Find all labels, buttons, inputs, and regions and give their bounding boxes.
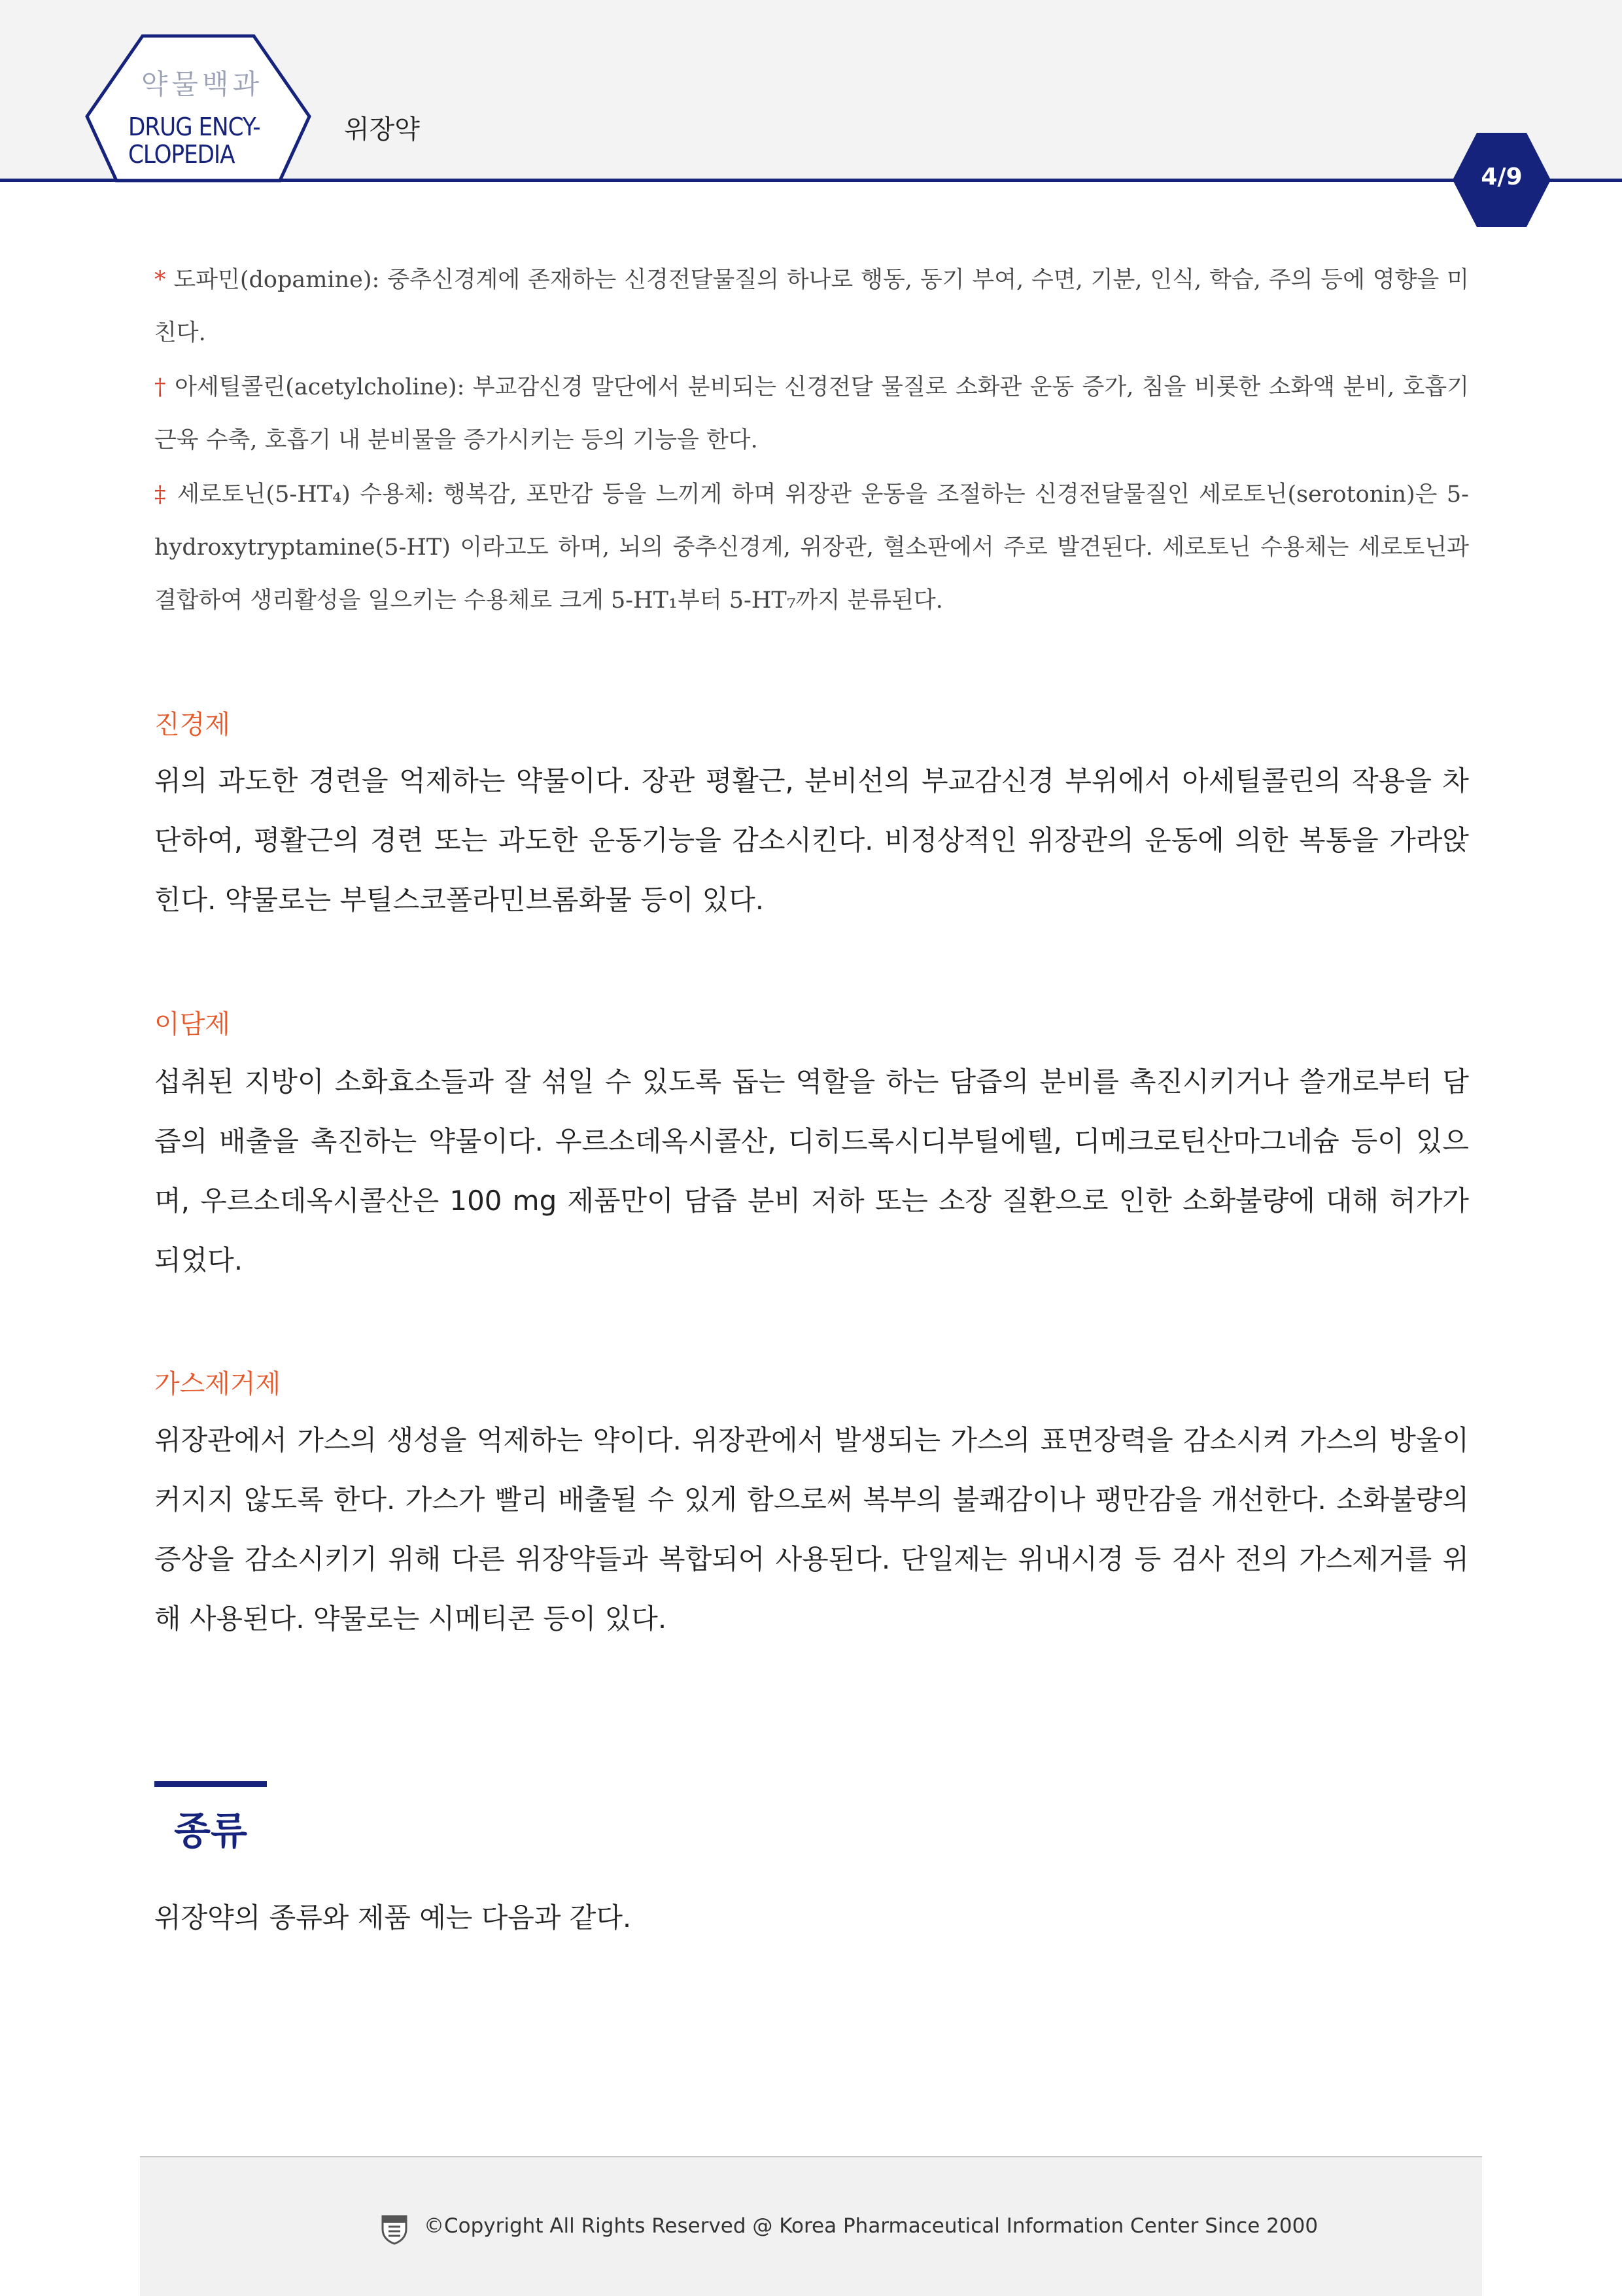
footnote-text: 세로토닌(5-HT₄) 수용체: 행복감, 포만감 등을 느끼게 하며 위장관 운동을 조절하는 신경전달물질인 세로토닌(serotonin)은 5-hydroxytryptamine(5-HT) 이라고도 하며, 뇌의 중추신경계, 위장관, 혈소판에서 주로 발견된다. 세로토닌 수용체는 세로토닌과 결합하여 생리활성을 일으키는 수용체로 크게 5-HT₁부터 5-HT₇까지 분류된다.	[154, 481, 1470, 614]
logo-korean: 약물백과	[141, 68, 264, 100]
footnote-text: 아세틸콜린(acetylcholine): 부교감신경 말단에서 분비되는 신경전달 물질로 소화관 운동 증가, 침을 비롯한 소화액 분비, 호흡기 근육 수축, 호흡기 내 분비물을 증가시키는 등의 기능을 한다.	[154, 374, 1470, 453]
footnote-mark: ‡	[154, 481, 168, 508]
shield-logo-icon	[379, 2214, 409, 2245]
heading-intro: 위장약의 종류와 제품 예는 다음과 같다.	[154, 1902, 632, 1934]
section-title-antiflatulent: 가스제거제	[154, 1369, 281, 1399]
footer-copyright: ©Copyright All Rights Reserved @ Korea Pharmaceutical Information Center Since 2000	[424, 2214, 1319, 2238]
logo-english-line1: DRUG ENCY-	[128, 113, 260, 141]
footnote-serotonin	[154, 468, 1469, 627]
footnote-acetylcholine	[154, 361, 1469, 467]
section-body-antispasmodic: 위의 과도한 경련을 억제하는 약물이다. 장관 평활근, 분비선의 부교감신경 부위에서 아세틸콜린의 작용을 차단하여, 평활근의 경련 또는 과도한 운동기능을 감소시킨다. 비정상적인 위장관의 운동에 의한 복통을 가라앉힌다. 약물로는 부틸스코폴라민브롬화물 등이 있다.	[154, 765, 1469, 916]
section-title-choleretic: 이담제	[154, 1009, 230, 1039]
footnote-text: 도파민(dopamine): 중추신경계에 존재하는 신경전달물질의 하나로 행동, 동기 부여, 수면, 기분, 인식, 학습, 주의 등에 영향을 미친다.	[154, 267, 1469, 346]
section-body-antiflatulent: 위장관에서 가스의 생성을 억제하는 약이다. 위장관에서 발생되는 가스의 표면장력을 감소시켜 가스의 방울이 커지지 않도록 한다. 가스가 빨리 배출될 수 있게 함으로써 복부의 불쾌감이나 팽만감을 개선한다. 소화불량의 증상을 감소시키기 위해 다른 위장약들과 복합되어 사용된다. 단일제는 위내시경 등 검사 전의 가스제거를 위해 사용된다. 약물로는 시메티콘 등이 있다.	[154, 1424, 1469, 1635]
section-title-antispasmodic: 진경제	[154, 710, 230, 740]
page-indicator: 4/9	[1481, 164, 1523, 190]
section-body-choleretic: 섭취된 지방이 소화효소들과 잘 섞일 수 있도록 돕는 역할을 하는 담즙의 분비를 촉진시키거나 쓸개로부터 담즙의 배출을 촉진하는 약물이다. 우르소데옥시콜산, 디히드록시디부틸에텔, 디메크로틴산마그네슘 등이 있으며, 우르소데옥시콜산은 100 mg 제품만이 담즙 분비 저하 또는 소장 질환으로 인한 소화불량에 대해 허가가 되었다.	[154, 1066, 1469, 1276]
document-title: 위장약	[344, 114, 420, 145]
footnote-dopamine	[154, 254, 1469, 360]
heading-title: 종류	[174, 1809, 248, 1853]
footnote-mark: *	[154, 267, 166, 293]
logo-english-line2: CLOPEDIA	[128, 140, 235, 169]
heading-bar	[154, 1781, 267, 1787]
footnote-mark: †	[154, 374, 167, 400]
